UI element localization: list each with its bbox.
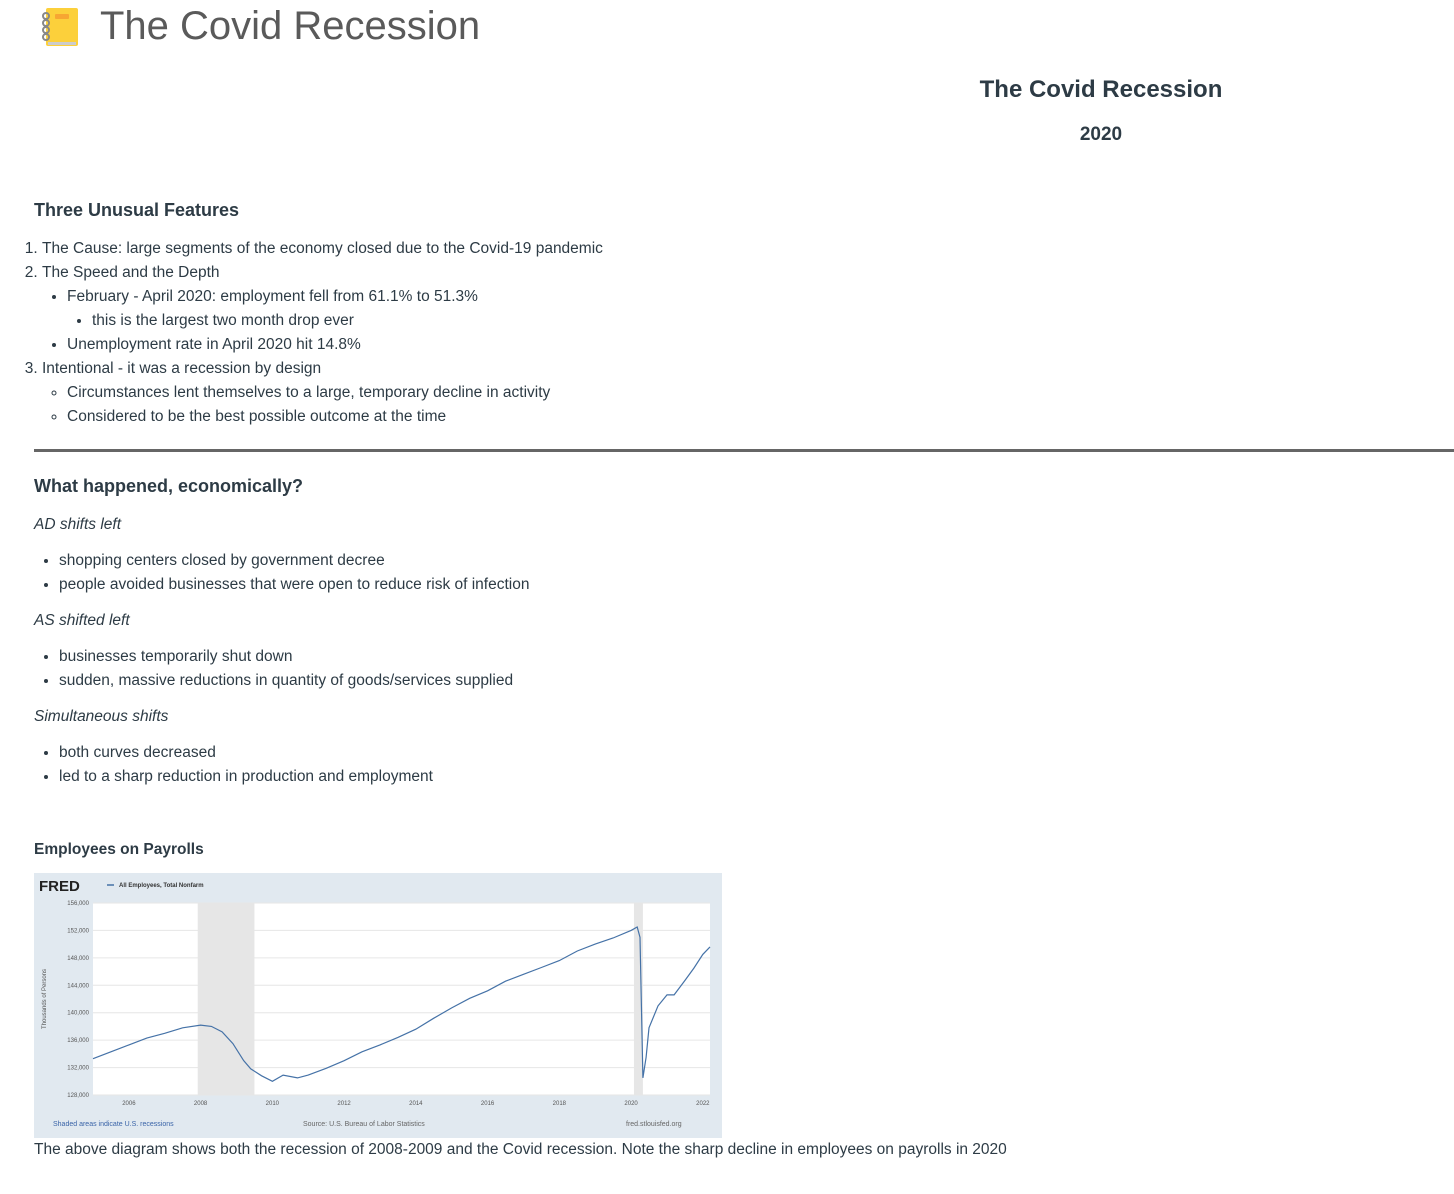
list-item: • shopping centers closed by government decree [59, 549, 529, 573]
page-header [40, 4, 480, 49]
x-tick-label: 2018 [552, 1101, 567, 1107]
sim-label: Simultaneous shifts [34, 708, 169, 725]
list-item: • both curves decreased [59, 741, 433, 765]
list-item: • led to a sharp reduction in production and employment [59, 765, 433, 789]
y-tick-label: 156,000 [67, 901, 89, 907]
list-item: • this is the largest two month drop ever [92, 309, 603, 333]
as-label: AS shifted left [34, 612, 130, 629]
recession-note: Shaded areas indicate U.S. recessions [53, 1121, 174, 1128]
divider [34, 449, 1454, 452]
econ-heading: What happened, economically? [34, 476, 304, 496]
list-item: ◦ Considered to be the best possible outcome at the time [67, 405, 603, 429]
plot-area [93, 903, 710, 1095]
list-item: • sudden, massive reductions in quantity of goods/services supplied [59, 669, 513, 693]
payrolls-heading: Employees on Payrolls [34, 841, 204, 858]
y-tick-label: 144,000 [67, 983, 89, 990]
y-tick-label: 152,000 [67, 928, 89, 935]
recession-shade [198, 903, 255, 1095]
legend-label: All Employees, Total Nonfarm [119, 883, 204, 889]
banner-year: 2020 [1079, 124, 1123, 145]
y-tick-label: 140,000 [67, 1010, 89, 1017]
chart-caption: The above diagram shows both the recession of 2008-2009 and the Covid recession. Note the sharp decline in employees on payrolls in 2020 [34, 1141, 1007, 1158]
banner-title: The Covid Recession [979, 76, 1223, 103]
y-axis-label: Thousands of Persons [42, 968, 48, 1030]
x-tick-label: 2014 [409, 1101, 423, 1107]
features-heading: Three Unusual Features [34, 200, 240, 220]
notebook-icon [40, 6, 80, 48]
y-tick-label: 128,000 [67, 1093, 89, 1099]
list-item: ◦ Circumstances lent themselves to a large, temporary decline in activity [67, 381, 603, 405]
features-list [17, 237, 603, 429]
y-tick-label: 136,000 [67, 1038, 89, 1045]
y-tick-label: 148,000 [67, 955, 89, 962]
list-item: 2. The Speed and the Depth • February - April 2020: employment fell from 61.1% to 51.3% • this is the largest two month drop ever • Unemployment rate in April 2020 hit 14.8% [42, 261, 603, 357]
list-item: • people avoided businesses that were open to reduce risk of infection [59, 573, 529, 597]
x-tick-label: 2008 [193, 1101, 208, 1107]
y-tick-label: 132,000 [67, 1065, 89, 1072]
list-item: 1. The Cause: large segments of the economy closed due to the Covid-19 pandemic [42, 237, 603, 261]
x-tick-label: 2010 [265, 1101, 280, 1107]
x-tick-label: 2012 [337, 1101, 351, 1107]
x-tick-label: 2006 [122, 1101, 136, 1107]
fred-url: fred.stlouisfed.org [626, 1121, 682, 1128]
x-tick-label: 2020 [624, 1101, 638, 1107]
list-item: • businesses temporarily shut down [59, 645, 513, 669]
ad-label: AD shifts left [34, 516, 121, 533]
list-item: • February - April 2020: employment fell from 61.1% to 51.3% • this is the largest two month drop ever [67, 285, 603, 333]
x-tick-label: 2022 [696, 1101, 710, 1107]
fred-logo: FRED [39, 878, 80, 895]
list-item: 3. Intentional - it was a recession by design ◦ Circumstances lent themselves to a large, temporary decline in activity ◦ Considered to be the best possible outcome at the time [42, 357, 603, 429]
fred-chart [34, 873, 722, 1138]
source-note: Source: U.S. Bureau of Labor Statistics [303, 1121, 425, 1128]
list-item: • Unemployment rate in April 2020 hit 14.8% [67, 333, 603, 357]
page-title: The Covid Recession [100, 4, 481, 48]
x-tick-label: 2016 [480, 1101, 495, 1107]
